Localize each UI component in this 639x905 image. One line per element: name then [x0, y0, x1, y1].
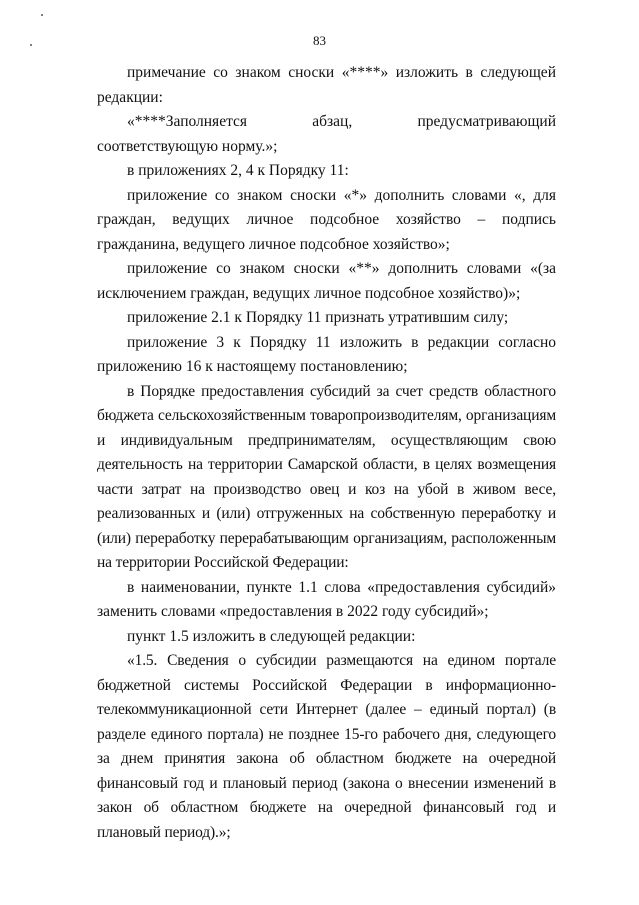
paragraph: в Порядке предоставления субсидий за счет средств областного бюджета сельскохозяйственным товаропроизводителям, организациям и индивидуальным предпринимателям, осуществляющим свою деятельность на территории Самарской области, в целях возмещения части затрат на производство овец и коз на убой в живом весе, реализованных и (или) отгруженных на собственную переработку и (или) переработку перерабатывающим организациям, расположенным на территории Российской Федерации:: [97, 382, 556, 571]
paragraph: в приложениях 2, 4 к Порядку 11:: [127, 162, 349, 179]
paragraph: «****Заполняется абзац, предусматривающий соответствующую норму.»;: [97, 113, 556, 155]
paragraph: «1.5. Сведения о субсидии размещаются на едином портале бюджетной системы Российской Федерации в информационно-телекоммуникационной сети Интернет (далее – единый портал) (в разделе единого портала) не позднее 15-го рабочего дня, следующего за днем принятия закона об областном бюджете на очередной финансовый год и плановый период (закона о внесении изменений в закон об областном бюджете на очередной финансовый год и плановый период).»;: [97, 652, 556, 841]
page-number: 83: [313, 33, 326, 48]
paragraph: приложение 2.1 к Порядку 11 признать утратившим силу;: [127, 309, 509, 326]
document-body: [97, 61, 556, 845]
paragraph: примечание со знаком сноски «****» изложить в следующей редакции:: [97, 64, 556, 106]
paragraph: приложение 3 к Порядку 11 изложить в редакции согласно приложению 16 к настоящему постановлению;: [97, 333, 556, 375]
scan-speck: [41, 14, 43, 16]
paragraph: приложение со знаком сноски «**» дополнить словами «(за исключением граждан, ведущих личное подсобное хозяйство)»;: [97, 260, 556, 302]
paragraph: в наименовании, пункте 1.1 слова «предоставления субсидий» заменить словами «предоставления в 2022 году субсидий»;: [97, 578, 556, 620]
paragraph: приложение со знаком сноски «*» дополнить словами «, для граждан, ведущих личное подсобное хозяйство – подпись гражданина, ведущего личное подсобное хозяйство»;: [97, 186, 556, 253]
paragraph: пункт 1.5 изложить в следующей редакции:: [127, 627, 416, 645]
